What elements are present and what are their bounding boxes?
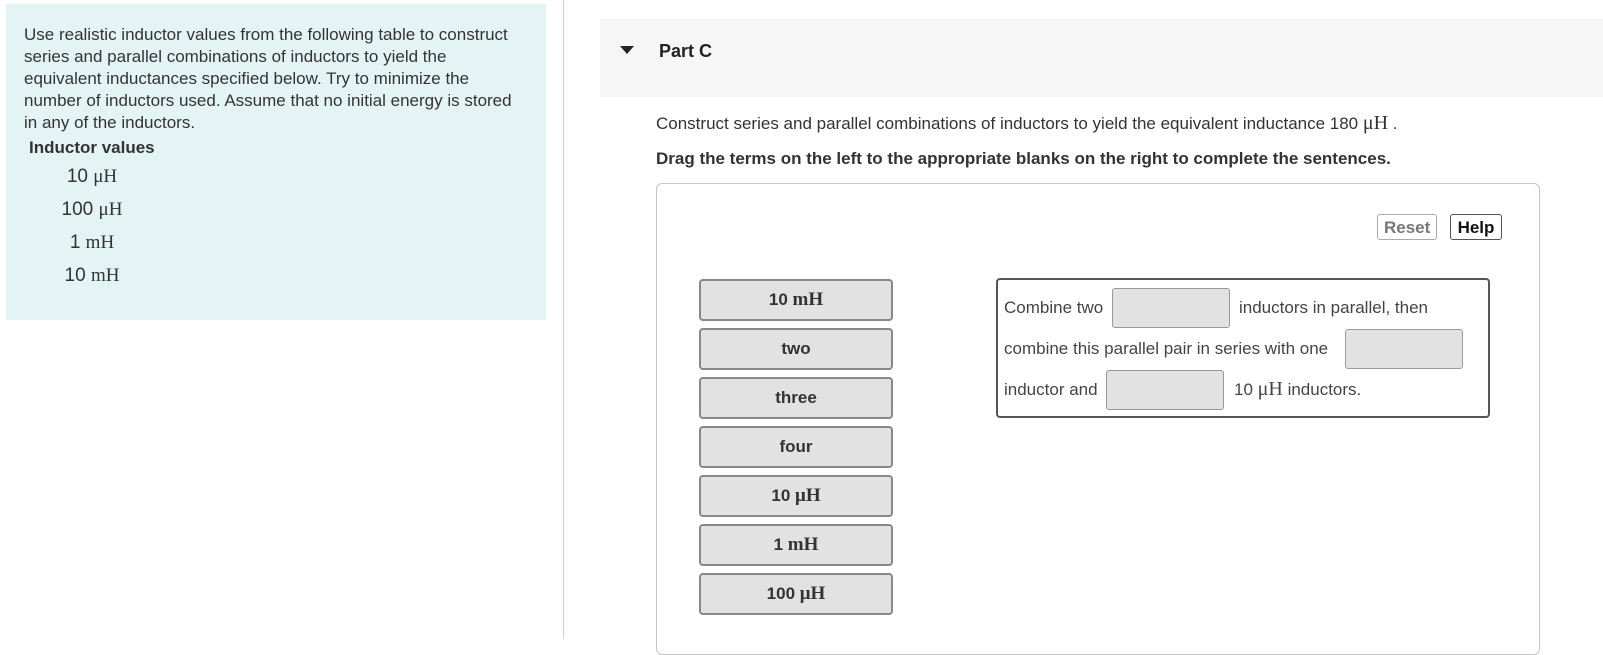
part-header[interactable] — [600, 19, 1603, 97]
term-100-uh[interactable]: 100 μH — [699, 573, 893, 615]
sentence-text-2a: combine this parallel pair in series with one — [1004, 339, 1329, 358]
reset-button[interactable]: Reset — [1377, 214, 1437, 240]
question-text: Construct series and parallel combinations of inductors to yield the equivalent inductance 180 μH . — [656, 112, 1398, 134]
drop-blank-2[interactable] — [1345, 329, 1463, 369]
sentence-text-3b: 10 μH inductors. — [1234, 378, 1362, 400]
term-10-mh[interactable]: 10 mH — [699, 279, 893, 321]
inductor-value-3: 1 mH — [69, 232, 115, 253]
inductor-table-title: Inductor values — [29, 138, 155, 157]
sentence-box — [996, 278, 1490, 418]
info-panel — [6, 4, 546, 320]
term-four[interactable]: four — [699, 426, 893, 468]
sentence-text-1a: Combine two — [1004, 298, 1104, 317]
term-two[interactable]: two — [699, 328, 893, 370]
drop-blank-1[interactable] — [1112, 288, 1230, 328]
instruction-text: Drag the terms on the left to the appropriate blanks on the right to complete the sentences. — [656, 149, 1391, 168]
sentence-text-3a: inductor and — [1004, 380, 1098, 399]
drag-drop-workspace — [656, 183, 1540, 655]
part-title: Part C — [659, 41, 713, 61]
term-1-mh[interactable]: 1 mH — [699, 524, 893, 566]
inductor-value-1: 10 μH — [66, 166, 118, 187]
problem-statement: Use realistic inductor values from the following table to construct series and parallel combinations of inductors to yield the equivalent inductances specified below. Try to minimize the number of inductors used. Assume that no initial energy is stored in any of the inductors. — [24, 25, 512, 132]
term-three[interactable]: three — [699, 377, 893, 419]
inductor-value-2: 100 μH — [61, 199, 123, 220]
term-10-uh[interactable]: 10 μH — [699, 475, 893, 517]
help-button[interactable]: Help — [1450, 214, 1502, 240]
collapse-caret-icon[interactable] — [620, 46, 634, 54]
sentence-text-1b: inductors in parallel, then — [1239, 298, 1429, 317]
panel-divider — [563, 0, 564, 639]
drop-blank-3[interactable] — [1106, 370, 1224, 410]
inductor-value-4: 10 mH — [64, 265, 120, 286]
